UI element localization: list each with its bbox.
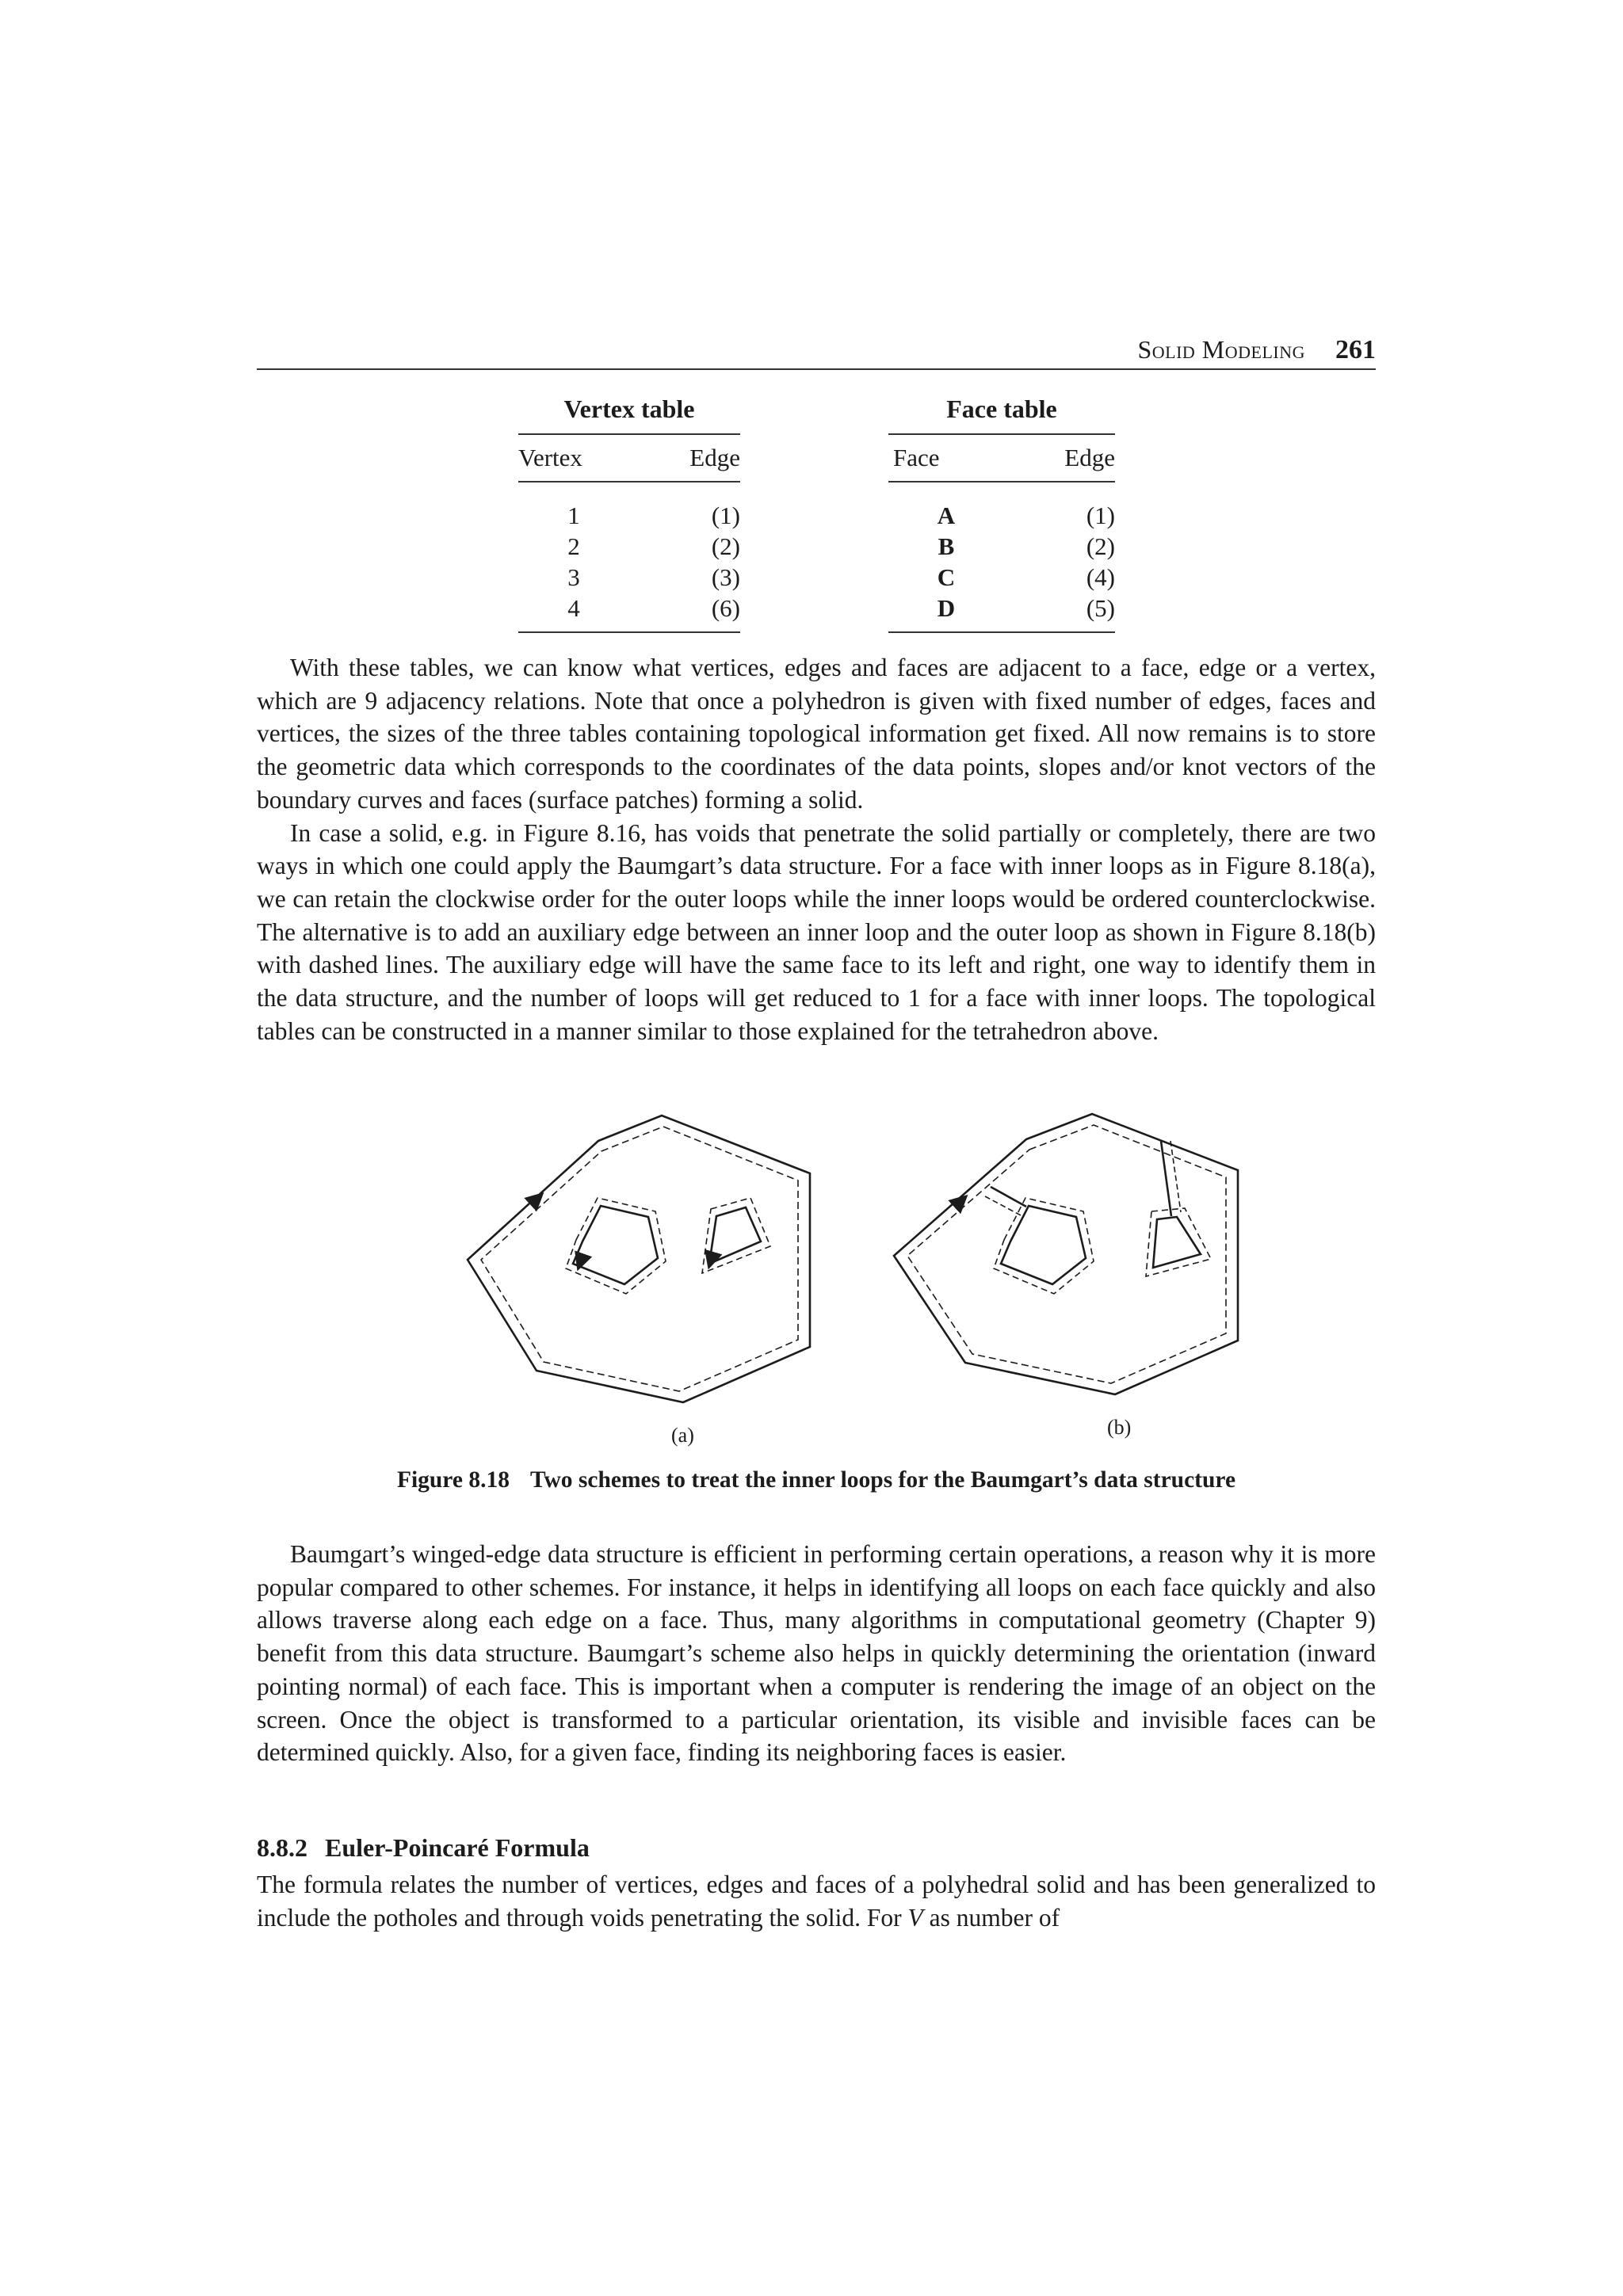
auxiliary-edge-hexagon (991, 1187, 1026, 1207)
diagram-a (468, 1116, 810, 1402)
auxiliary-edge-hexagon-dashed (985, 1196, 1022, 1216)
edge-cell: (3) (711, 563, 740, 591)
vertex-cell: 2 (567, 532, 580, 560)
running-head-title: Solid Modeling (1137, 335, 1305, 364)
paragraph: With these tables, we can know what vertices, edges and faces are adjacent to a face, edge or a vertex, which are 9 adjacency relations. Note that once a polyhedron is given with fixed number of edges, faces and vertices, the sizes of the three tables containing topological information get fixed. All now remains is to store the geometric data which corresponds to the coordinates of the data points, slopes and/or knot vectors of the boundary curves and faces (surface patches) forming a solid. (257, 654, 1376, 814)
body-text-middle (257, 1538, 1376, 1769)
vertex-table (518, 395, 740, 633)
vertex-cell: 1 (567, 502, 580, 529)
outer-loop-b-dashed (907, 1125, 1226, 1383)
vertex-cell: 3 (567, 563, 580, 591)
figure-number: Figure 8.18 (396, 1467, 510, 1493)
section-number: 8.8.2 (257, 1833, 307, 1862)
face-cell: C (937, 563, 956, 591)
auxiliary-edge-quad (1161, 1141, 1171, 1216)
running-head (257, 331, 1376, 370)
edge-cell: (5) (1004, 593, 1115, 632)
face-table (888, 395, 1115, 633)
inner-quad-a (709, 1207, 761, 1264)
edge-cell: (4) (1086, 563, 1115, 591)
edge-cell: (2) (1086, 532, 1115, 560)
arrow-icon (579, 1254, 583, 1268)
figure-caption-text: Two schemes to treat the inner loops for the Baumgart’s data structure (529, 1467, 1236, 1493)
table-row (518, 482, 740, 531)
section-title: Euler-Poincaré Formula (325, 1833, 590, 1862)
body-text-lower (257, 1868, 1376, 1934)
table-row (888, 562, 1115, 593)
outer-loop-b (894, 1114, 1238, 1394)
face-table-header-face: Face (888, 434, 1004, 482)
face-cell: A (937, 502, 956, 529)
vertex-table-title: Vertex table (563, 395, 695, 423)
face-cell: B (938, 532, 955, 560)
figure-8-18-diagram (444, 1105, 1260, 1422)
variable-v: V (907, 1903, 923, 1932)
section-heading (257, 1830, 590, 1865)
edge-cell: (2) (711, 532, 740, 560)
body-text-upper (257, 651, 1376, 1047)
inner-hexagon-a (573, 1206, 658, 1284)
diagram-b (894, 1114, 1238, 1394)
table-row (888, 593, 1115, 632)
vertex-table-header-edge: Edge (629, 434, 740, 482)
paragraph: Baumgart’s winged-edge data structure is efficient in performing certain operations, a reason why it is more popular compared to other schemes. For instance, it helps in identifying all loops on each face quickly and also allows traverse along each edge on a face. Thus, many algorithms in computational geometry (Chapter 9) benefit from this data structure. Baumgart’s scheme also helps in quickly determining the orientation (inward pointing normal) of each face. This is important when a computer is rendering the image of an object on the screen. Once the object is transformed to a particular orientation, its visible and invisible faces can be determined quickly. Also, for a given face, finding its neighboring faces is easier. (257, 1540, 1376, 1767)
inner-hexagon-b (1001, 1206, 1086, 1284)
outer-loop-a (468, 1116, 810, 1402)
face-cell: D (937, 594, 956, 622)
face-table-header-edge: Edge (1004, 434, 1115, 482)
outer-loop-a-dashed (481, 1127, 798, 1391)
subcaption-b: (b) (1107, 1416, 1132, 1439)
paragraph: The formula relates the number of vertices, edges and faces of a polyhedral solid and has been generalized to include the potholes and through voids penetrating the solid. For V as number of (257, 1871, 1376, 1932)
edge-cell: (1) (1086, 502, 1115, 529)
vertex-cell: 4 (518, 593, 629, 632)
edge-cell: (6) (629, 593, 740, 632)
table-row (518, 593, 740, 632)
vertex-table-header-vertex: Vertex (518, 434, 629, 482)
table-row (518, 531, 740, 562)
page-number: 261 (1335, 335, 1376, 364)
figure-caption (257, 1464, 1376, 1496)
paragraph: In case a solid, e.g. in Figure 8.16, has voids that penetrate the solid partially or completely, there are two ways in which one could apply the Baumgart’s data structure. For a face with inner loops as in Figure 8.18(a), we can retain the clockwise order for the outer loops while the inner loops would be ordered counterclockwise. The alternative is to add an auxiliary edge between an inner loop and the outer loop as shown in Figure 8.18(b) with dashed lines. The auxiliary edge will have the same face to its left and right, one way to identify them in the data structure, and the number of loops will get reduced to 1 for a face with inner loops. The topological tables can be constructed in a manner similar to those explained for the tetrahedron above. (257, 818, 1376, 1045)
table-row (888, 531, 1115, 562)
edge-cell: (1) (711, 502, 740, 529)
table-row (518, 562, 740, 593)
auxiliary-edge-quad-dashed (1170, 1141, 1181, 1212)
table-row (888, 482, 1115, 531)
face-table-title: Face table (946, 395, 1057, 423)
subcaption-a: (a) (671, 1424, 694, 1447)
